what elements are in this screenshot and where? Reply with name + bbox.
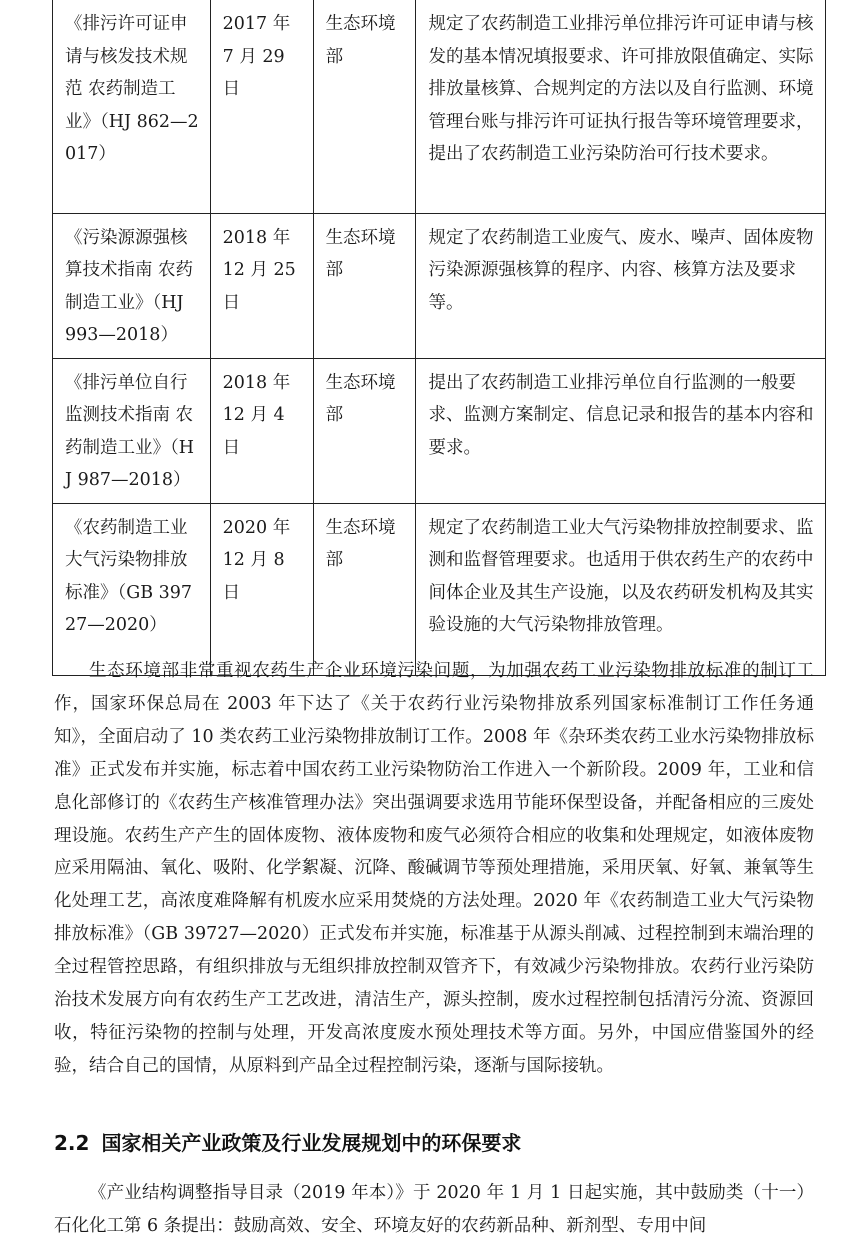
issuing-department-cell: 生态环境部 <box>313 503 416 675</box>
standard-content-cell: 规定了农药制造工业废气、废水、噪声、固体废物污染源源强核算的程序、内容、核算方法及要求等。 <box>416 213 826 358</box>
standard-name-cell: 《排污单位自行监测技术指南 农药制造工业》（HJ 987—2018） <box>53 358 211 503</box>
standard-content-cell: 规定了农药制造工业大气污染物排放控制要求、监测和监督管理要求。也适用于供农药生产的农药中间体企业及其生产设施，以及农药研发机构及其实验设施的大气污染物排放管理。 <box>416 503 826 675</box>
body-paragraph: 生态环境部非常重视农药生产企业环境污染问题，为加强农药工业污染物排放标准的制订工作，国家环保总局在 2003 年下达了《关于农药行业污染物排放系列国家标准制订工作任务通知》，全面启动了 10 类农药工业污染物排放制订工作。2008 年《杂环类农药工业水污染物排放标准》正式发布并实施，标志着中国农药工业污染物防治工作进入一个新阶段。2009 年，工业和信息化部修订的《农药生产核准管理办法》突出强调要求选用节能环保型设备，并配备相应的三废处理设施。农药生产产生的固体废物、液体废物和废气必须符合相应的收集和处理规定，如液体废物应采用隔油、氧化、吸附、化学絮凝、沉降、酸碱调节等预处理措施，采用厌氧、好氧、兼氧等生化处理工艺，高浓度难降解有机废水应采用焚烧的方法处理。2020 年《农药制造工业大气污染物排放标准》（GB 39727—2020）正式发布并实施，标准基于从源头削减、过程控制到末端治理的全过程管控思路，有组织排放与无组织排放控制双管齐下，有效减少污染物排放。农药行业污染防治技术发展方向有农药生产工艺改进，清洁生产，源头控制，废水过程控制包括清污分流、资源回收，特征污染物的控制与处理，开发高浓度废水预处理技术等方面。另外，中国应借鉴国外的经验，结合自己的国情，从原料到产品全过程控制污染，逐渐与国际接轨。 <box>54 661 814 1076</box>
standard-name-cell: 《污染源源强核算技术指南 农药制造工业》（HJ 993—2018） <box>53 213 211 358</box>
table-row <box>53 503 826 675</box>
issue-date-cell: 2018 年 12 月 4 日 <box>210 358 313 503</box>
section-number: 2.2 <box>54 1131 90 1155</box>
issue-date-cell: 2020 年 12 月 8 日 <box>210 503 313 675</box>
issue-date-cell: 2017 年 7 月 29 日 <box>210 0 313 213</box>
table-row <box>53 358 826 503</box>
issuing-department-cell: 生态环境部 <box>313 0 416 213</box>
standards-table <box>52 0 826 676</box>
standard-name-cell: 《农药制造工业大气污染物排放标准》（GB 39727—2020） <box>53 503 211 675</box>
issue-date-cell: 2018 年 12 月 25 日 <box>210 213 313 358</box>
issuing-department-cell: 生态环境部 <box>313 358 416 503</box>
table-row <box>53 213 826 358</box>
standard-name-cell: 《排污许可证申请与核发技术规范 农药制造工业》（HJ 862—2017） <box>53 0 211 213</box>
section-heading <box>54 1123 521 1163</box>
body-paragraph: 《产业结构调整指导目录（2019 年本）》于 2020 年 1 月 1 日起实施，其中鼓励类（十一）石化化工第 6 条提出：鼓励高效、安全、环境友好的农药新品种、新剂型、专用中间 <box>54 1183 814 1236</box>
standard-content-cell: 提出了农药制造工业排污单位自行监测的一般要求、监测方案制定、信息记录和报告的基本内容和要求。 <box>416 358 826 503</box>
table-row <box>53 0 826 213</box>
issuing-department-cell: 生态环境部 <box>313 213 416 358</box>
standard-content-cell: 规定了农药制造工业排污单位排污许可证申请与核发的基本情况填报要求、许可排放限值确定、实际排放量核算、合规判定的方法以及自行监测、环境管理台账与排污许可证执行报告等环境管理要求，提出了农药制造工业污染防治可行技术要求。 <box>416 0 826 213</box>
section-title: 国家相关产业政策及行业发展规划中的环保要求 <box>101 1131 522 1155</box>
